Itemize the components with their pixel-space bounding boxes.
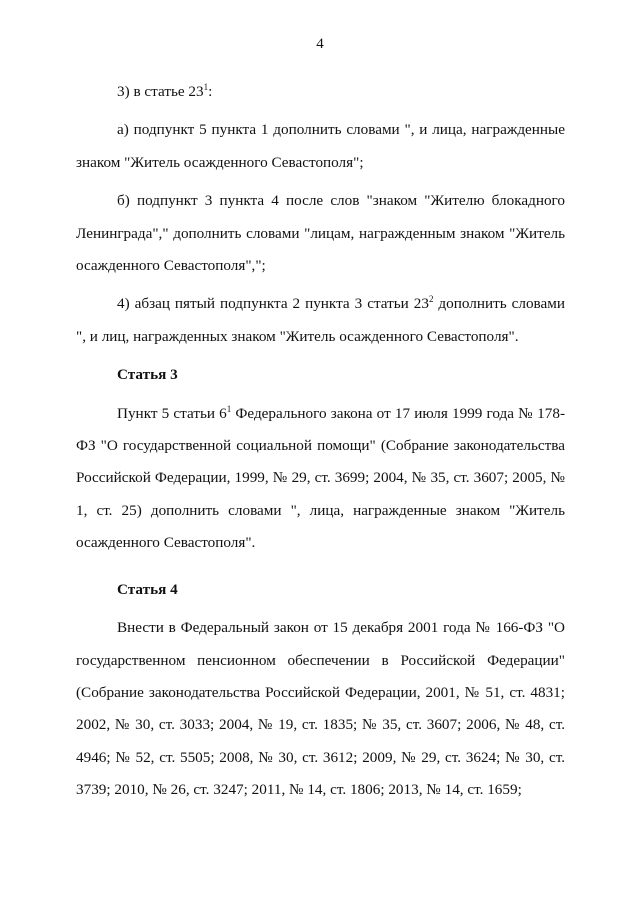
article-3-heading: Статья 3	[117, 366, 178, 384]
item-4-superscript: 2	[428, 294, 434, 305]
article-4-heading: Статья 4	[117, 580, 178, 598]
article-3-text-end: Федерального закона от 17 июля 1999 года № 178-ФЗ "О государственной социальной помощи" (Собрание законодательства Российской Федерации, 1999, № 29, ст. 3699; 2004, № 35, ст. 3607; 2005, № 1, ст. 25) дополнить словами ", лица, награжденные знаком "Житель осажденного Севастополя".	[76, 404, 566, 552]
item-3b: б) подпункт 3 пункта 4 после слов "знаком "Жителю блокадного Ленинграда"," дополнить словами "лицам, награжденным знаком "Житель осажденного Севастополя",";	[76, 192, 565, 275]
article-3-superscript: 1	[226, 403, 232, 414]
item-3-superscript: 1	[203, 82, 209, 92]
page-number: 4	[316, 36, 324, 52]
article-4-text: Внести в Федеральный закон от 15 декабря 2001 года № 166-ФЗ "О государственном пенсионном обеспечении в Российской Федерации" (Собрание законодательства Российской Федерации, 2001, № 51, ст. 4831; 2002, № 30, ст. 3033; 2004, № 19, ст. 1835; № 35, ст. 3607; 2006, № 48, ст. 4946; № 52, ст. 5505; 2008, № 30, ст. 3612; 2009, № 29, ст. 3624; № 30, ст. 3739; 2010, № 26, ст. 3247; 2011, № 14, ст. 1806; 2013, № 14, ст. 1659;	[76, 619, 565, 799]
document-body	[76, 76, 565, 807]
item-3-text: 3) в статье 23	[117, 83, 204, 100]
spacer	[76, 560, 565, 574]
item-4-text: 4) абзац пятый подпункта 2 пункта 3 статьи 23	[117, 295, 429, 313]
item-3-text-end: :	[208, 83, 213, 100]
item-4	[76, 288, 565, 353]
item-3	[76, 76, 565, 108]
article-3-text	[76, 398, 565, 560]
item-4-text-end: дополнить словами ", и лиц, награжденных знаком "Житель осажденного Севастополя".	[76, 295, 565, 345]
article-3-text-start: Пункт 5 статьи 6	[117, 404, 227, 422]
item-3a: а) подпункт 5 пункта 1 дополнить словами ", и лица, награжденные знаком "Житель осажденного Севастополя";	[76, 121, 565, 171]
